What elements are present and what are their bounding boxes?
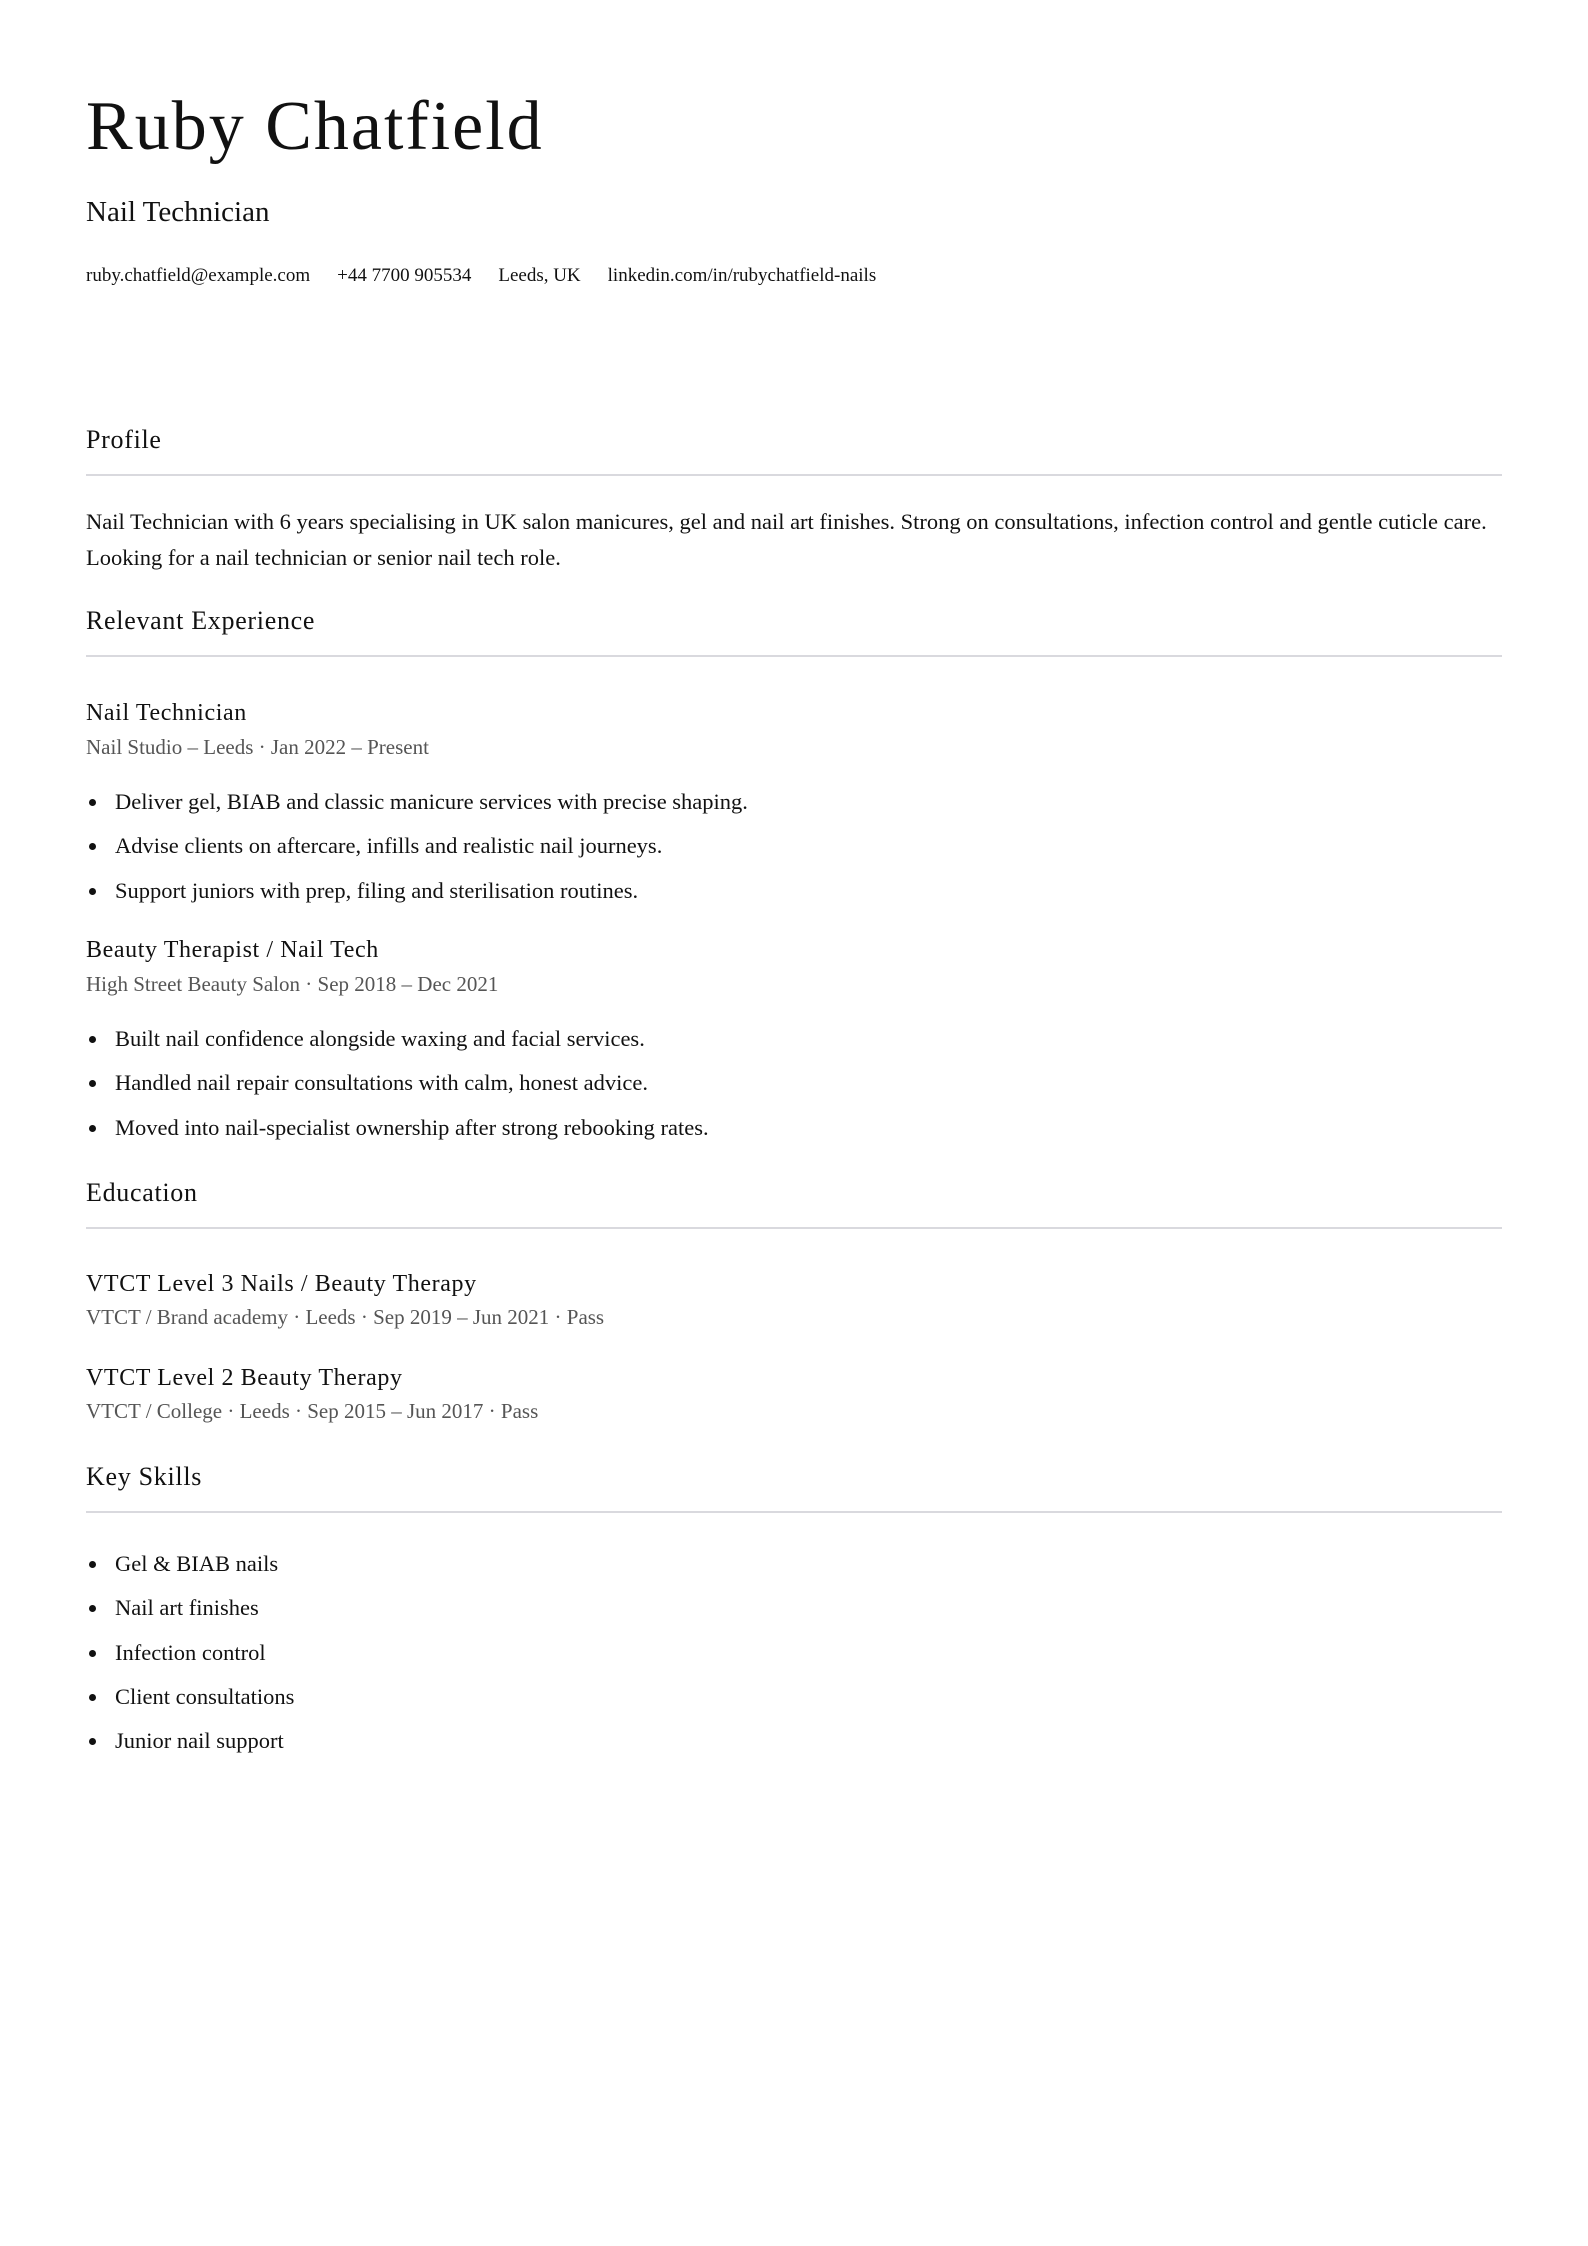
skills-list <box>86 1542 294 1763</box>
job-meta: Nail Studio – Leeds · Jan 2022 – Present <box>86 735 429 759</box>
skill-item: Client consultations <box>86 1675 294 1719</box>
education-heading: Education <box>86 1178 198 1207</box>
job-bullet: Deliver gel, BIAB and classic manicure services with precise shaping. <box>86 780 748 824</box>
job-title: Beauty Therapist / Nail Tech <box>86 937 379 963</box>
contact-line <box>86 266 876 285</box>
job-bullet: Moved into nail-specialist ownership after strong rebooking rates. <box>86 1106 709 1150</box>
job-bullet: Advise clients on aftercare, infills and realistic nail journeys. <box>86 824 748 868</box>
candidate-name: Ruby Chatfield <box>86 88 544 165</box>
skill-item: Gel & BIAB nails <box>86 1542 294 1586</box>
experience-divider <box>86 655 1502 657</box>
experience-heading: Relevant Experience <box>86 606 316 635</box>
job-meta: High Street Beauty Salon · Sep 2018 – Dec 2021 <box>86 972 499 996</box>
contact-phone[interactable]: +44 7700 905534 <box>337 265 472 286</box>
profile-summary: Nail Technician with 6 years specialising in UK salon manicures, gel and nail art finishes. Strong on consultations, infection control and gentle cuticle care. Looking for a nail technician or senior nail tech role. <box>86 509 1487 570</box>
job-title: Nail Technician <box>86 700 247 726</box>
contact-location: Leeds, UK <box>498 265 581 286</box>
education-title: VTCT Level 2 Beauty Therapy <box>86 1365 403 1391</box>
skill-item: Nail art finishes <box>86 1586 294 1630</box>
profile-divider <box>86 474 1502 476</box>
job-bullets <box>86 780 748 913</box>
job-bullet: Handled nail repair consultations with calm, honest advice. <box>86 1061 709 1105</box>
job-bullet: Built nail confidence alongside waxing and facial services. <box>86 1017 709 1061</box>
education-meta: VTCT / Brand academy · Leeds · Sep 2019 – Jun 2021 · Pass <box>86 1305 605 1329</box>
job-bullets <box>86 1017 709 1150</box>
contact-email[interactable]: ruby.chatfield@example.com <box>86 265 311 286</box>
profile-heading: Profile <box>86 425 162 454</box>
contact-linkedin[interactable]: linkedin.com/in/rubychatfield-nails <box>607 265 877 286</box>
education-divider <box>86 1227 1502 1229</box>
skill-item: Infection control <box>86 1631 294 1675</box>
candidate-title: Nail Technician <box>86 196 270 228</box>
skill-item: Junior nail support <box>86 1719 294 1763</box>
skills-heading: Key Skills <box>86 1462 203 1491</box>
education-title: VTCT Level 3 Nails / Beauty Therapy <box>86 1271 477 1297</box>
skills-divider <box>86 1511 1502 1513</box>
education-meta: VTCT / College · Leeds · Sep 2015 – Jun 2017 · Pass <box>86 1399 539 1423</box>
job-bullet: Support juniors with prep, filing and sterilisation routines. <box>86 869 748 913</box>
